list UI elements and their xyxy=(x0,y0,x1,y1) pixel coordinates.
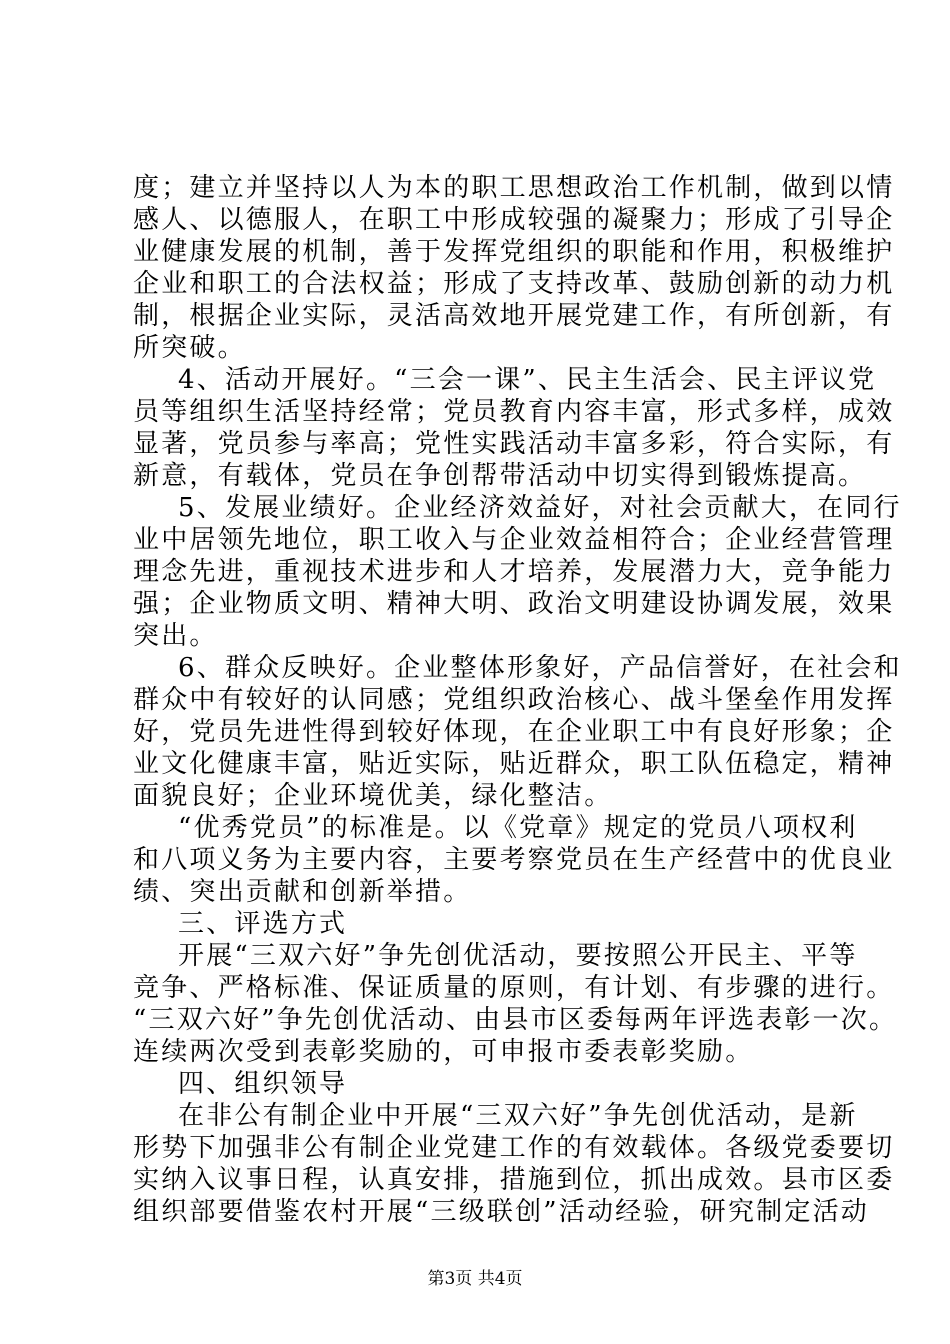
paragraph-first-line: 6、群众反映好。企业整体形象好，产品信誉好，在社会和 xyxy=(178,653,902,683)
body-text-line: 和八项义务为主要内容，主要考察党员在生产经营中的优良业 xyxy=(133,845,895,875)
body-text-line: 所突破。 xyxy=(133,333,246,363)
body-text-line: 感人、以德服人，在职工中形成较强的凝聚力；形成了引导企 xyxy=(133,205,895,235)
body-text-line: 强；企业物质文明、精神大明、政治文明建设协调发展，效果 xyxy=(133,589,895,619)
paragraph-first-line: 5、发展业绩好。企业经济效益好，对社会贡献大，在同行 xyxy=(178,493,902,523)
body-text-line: 突出。 xyxy=(133,621,218,651)
body-text-line: 实纳入议事日程，认真安排，措施到位，抓出成效。县市区委 xyxy=(133,1165,895,1195)
body-text-line: 业中居领先地位，职工收入与企业效益相符合；企业经营管理 xyxy=(133,525,895,555)
body-text-line: 形势下加强非公有制企业党建工作的有效载体。各级党委要切 xyxy=(133,1133,895,1163)
paragraph-first-line: “优秀党员”的标准是。以《党章》规定的党员八项权利 xyxy=(178,813,858,843)
body-text-line: 业健康发展的机制，善于发挥党组织的职能和作用，积极维护 xyxy=(133,237,895,267)
paragraph-first-line: 在非公有制企业中开展“三双六好”争先创优活动，是新 xyxy=(178,1101,858,1131)
body-text-line: 群众中有较好的认同感；党组织政治核心、战斗堡垒作用发挥 xyxy=(133,685,895,715)
section-heading: 三、评选方式 xyxy=(178,909,348,939)
body-text-line: 新意，有载体，党员在争创帮带活动中切实得到锻炼提高。 xyxy=(133,461,867,491)
paragraph-first-line: 4、活动开展好。“三会一课”、民主生活会、民主评议党 xyxy=(178,365,877,395)
body-text-line: 竞争、严格标准、保证质量的原则，有计划、有步骤的进行。 xyxy=(133,973,895,1003)
body-text-line: 显著，党员参与率高；党性实践活动丰富多彩，符合实际，有 xyxy=(133,429,895,459)
body-text-line: 绩、突出贡献和创新举措。 xyxy=(133,877,472,907)
body-text-line: 组织部要借鉴农村开展“三级联创”活动经验，研究制定活动 xyxy=(133,1197,869,1227)
body-text-line: 面貌良好；企业环境优美，绿化整洁。 xyxy=(133,781,613,811)
body-text-line: 员等组织生活坚持经常；党员教育内容丰富，形式多样，成效 xyxy=(133,397,895,427)
paragraph-first-line: 开展“三双六好”争先创优活动，要按照公开民主、平等 xyxy=(178,941,858,971)
page-number-footer: 第3页 共4页 xyxy=(427,1269,523,1289)
body-text-line: 业文化健康丰富，贴近实际，贴近群众，职工队伍稳定，精神 xyxy=(133,749,895,779)
body-text-line: “三双六好”争先创优活动、由县市区委每两年评选表彰一次。 xyxy=(133,1005,898,1035)
body-text-line: 度；建立并坚持以人为本的职工思想政治工作机制，做到以情 xyxy=(133,173,895,203)
body-text-line: 好，党员先进性得到较好体现，在企业职工中有良好形象；企 xyxy=(133,717,895,747)
body-text-line: 企业和职工的合法权益；形成了支持改革、鼓励创新的动力机 xyxy=(133,269,895,299)
section-heading: 四、组织领导 xyxy=(178,1069,348,1099)
body-text-line: 理念先进，重视技术进步和人才培养，发展潜力大，竞争能力 xyxy=(133,557,895,587)
body-text-line: 制，根据企业实际，灵活高效地开展党建工作，有所创新，有 xyxy=(133,301,895,331)
body-text-line: 连续两次受到表彰奖励的，可申报市委表彰奖励。 xyxy=(133,1037,754,1067)
